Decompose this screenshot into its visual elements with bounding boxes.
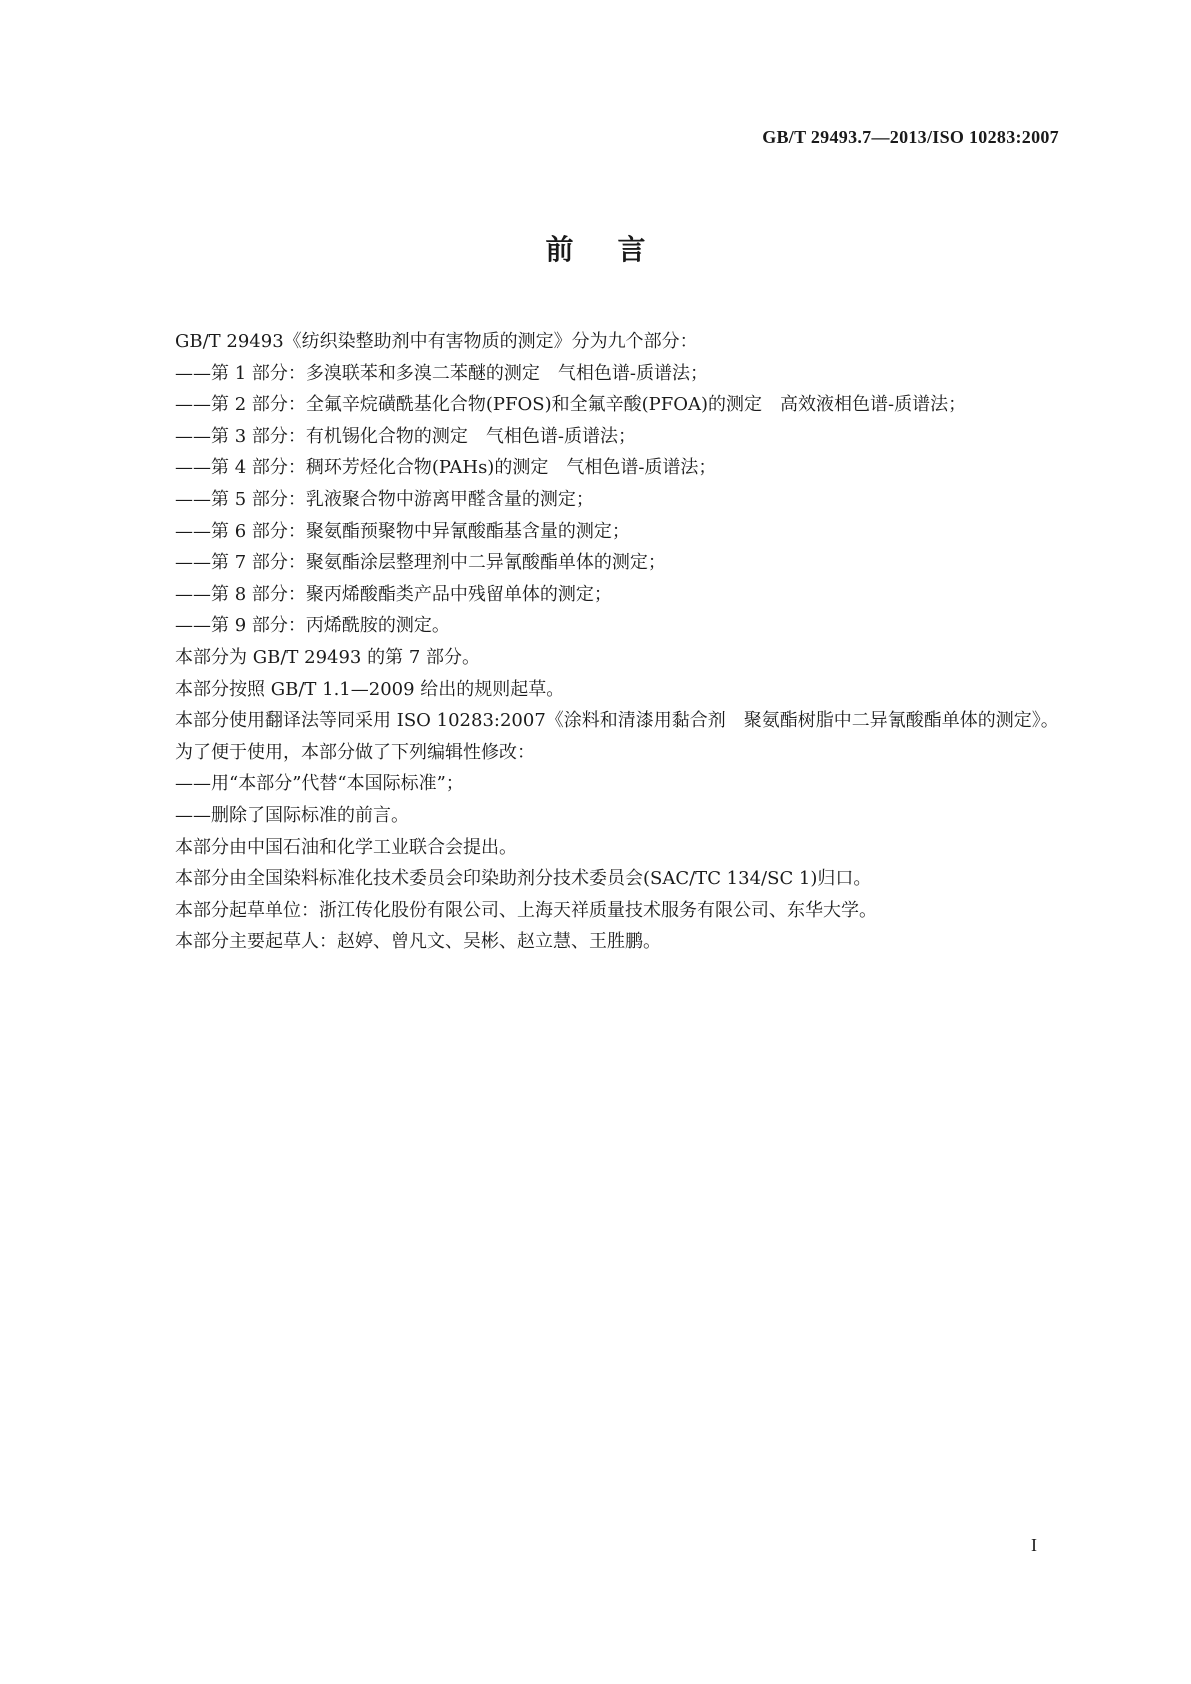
list-item: ——第 3 部分：有机锡化合物的测定 气相色谱-质谱法； (175, 425, 636, 447)
edits-intro: 为了便于使用，本部分做了下列编辑性修改： (175, 741, 535, 763)
list-item: ——第 9 部分：丙烯酰胺的测定。 (175, 615, 450, 637)
page-number: I (1031, 1535, 1037, 1555)
standard-number: GB/T 29493.7—2013/ISO 10283:2007 (762, 127, 1059, 147)
page-title: 前言 (545, 233, 690, 266)
list-item: ——第 6 部分：聚氨酯预聚物中异氰酸酯基含量的测定； (175, 520, 630, 542)
proposed-by-statement: 本部分由中国石油和化学工业联合会提出。 (175, 836, 517, 858)
list-item: ——第 1 部分：多溴联苯和多溴二苯醚的测定 气相色谱-质谱法； (175, 362, 708, 384)
foreword-body (133, 326, 1060, 958)
drafting-rules-statement: 本部分按照 GB/T 1.1—2009 给出的规则起草。 (175, 678, 565, 700)
list-item: ——删除了国际标准的前言。 (175, 804, 409, 826)
drafting-units-statement: 本部分起草单位：浙江传化股份有限公司、上海天祥质量技术服务有限公司、东华大学。 (175, 899, 877, 921)
list-item: ——第 8 部分：聚丙烯酸酯类产品中残留单体的测定； (175, 583, 612, 605)
list-item: ——第 2 部分：全氟辛烷磺酰基化合物(PFOS)和全氟辛酸(PFOA)的测定 高效液相色谱-质谱法； (175, 394, 967, 416)
list-item: ——第 5 部分：乳液聚合物中游离甲醛含量的测定； (175, 488, 594, 510)
list-item: ——用“本部分”代替“本国际标准”； (175, 773, 464, 795)
list-item: ——第 4 部分：稠环芳烃化合物(PAHs)的测定 气相色谱-质谱法； (175, 457, 717, 479)
intro-paragraph: GB/T 29493《纺织染整助剂中有害物质的测定》分为九个部分： (175, 331, 698, 352)
list-item: ——第 7 部分：聚氨酯涂层整理剂中二异氰酸酯单体的测定； (175, 552, 666, 574)
managed-by-statement: 本部分由全国染料标准化技术委员会印染助剂分技术委员会(SAC/TC 134/SC 1)归口。 (175, 868, 872, 890)
part-of-statement: 本部分为 GB/T 29493 的第 7 部分。 (175, 646, 480, 668)
drafters-statement: 本部分主要起草人：赵婷、曾凡文、吴彬、赵立慧、王胜鹏。 (175, 931, 661, 953)
adoption-statement: 本部分使用翻译法等同采用 ISO 10283:2007《涂料和清漆用黏合剂 聚氨酯树脂中二异氰酸酯单体的测定》。 (175, 710, 1059, 732)
